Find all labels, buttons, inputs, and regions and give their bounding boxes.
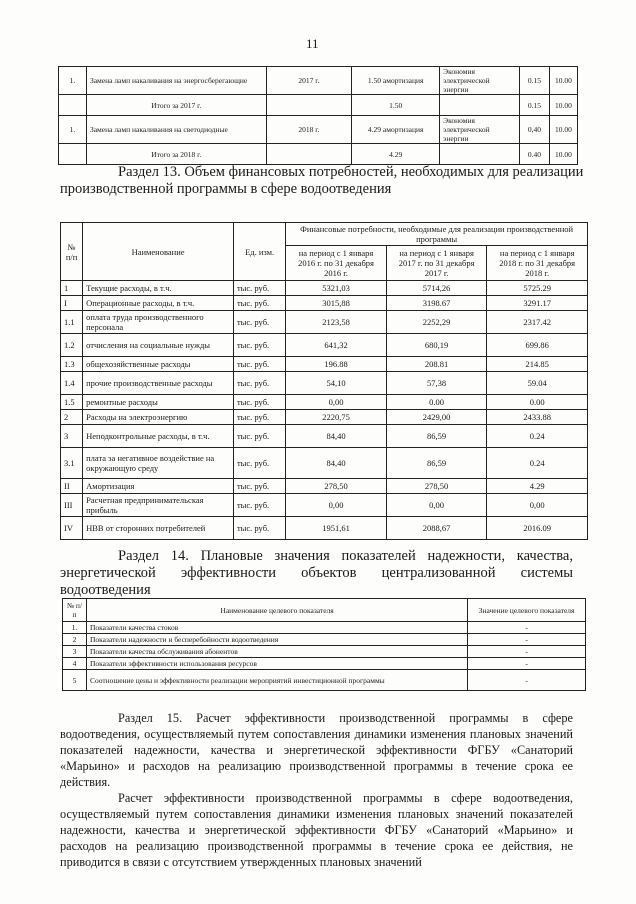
row-num: 1.1 bbox=[61, 311, 83, 334]
row-source: Экономия электрической энергии bbox=[440, 116, 520, 144]
row-v2: 5714,26 bbox=[386, 281, 487, 296]
section15-paragraph-2: Расчет эффективности производственной программы в сфере водоотведения, осуществляемый путем сопоставления динамики изменения плановых значений показателей надежности, качества и энергетической эффективности ФГБУ «Санаторий «Марьино» и расходов на реализацию производственной программы в течение срока ее действия, не приводится в связи с отсутствием утвержденных плановых значений bbox=[60, 791, 573, 869]
section14-title-line1: Раздел 14. Плановые значения показателей надежности, качества, bbox=[118, 548, 573, 564]
row-b: 10.00 bbox=[549, 116, 577, 144]
row-name: прочие производственные расходы bbox=[83, 372, 234, 395]
row-unit: тыс. руб. bbox=[233, 281, 285, 296]
row-source: Экономия электрической энергии bbox=[440, 67, 520, 95]
row-num: III bbox=[61, 494, 83, 517]
col-group-header: Финансовые потребности, необходимые для реализации производственной программы bbox=[286, 223, 588, 246]
row-unit: тыс. руб. bbox=[233, 494, 285, 517]
table-row bbox=[59, 144, 578, 165]
row-v3: 59.04 bbox=[487, 372, 588, 395]
row-num: 1. bbox=[63, 622, 87, 634]
row-name: Замена ламп накаливания на энергосберегающие bbox=[86, 67, 266, 95]
row-a: 0.40 bbox=[520, 144, 550, 165]
row-unit: тыс. руб. bbox=[233, 410, 285, 425]
row-name: Показатели эффективности использования ресурсов bbox=[86, 658, 467, 670]
table-row bbox=[61, 311, 588, 334]
col-p2-header: на период с 1 января 2017 г. по 31 декабря 2017 г. bbox=[386, 246, 487, 281]
page-number: 11 bbox=[306, 36, 319, 51]
row-v3: 0,00 bbox=[487, 494, 588, 517]
row-v2: 2429,00 bbox=[386, 410, 487, 425]
row-unit: тыс. руб. bbox=[233, 448, 285, 479]
table-row bbox=[63, 658, 586, 670]
row-value: - bbox=[468, 658, 586, 670]
row-unit: тыс. руб. bbox=[233, 425, 285, 448]
row-v3: 4.29 bbox=[487, 479, 588, 494]
row-v2: 57,38 bbox=[386, 372, 487, 395]
col-p3-header: на период с 1 января 2018 г. по 31 декабря 2018 г. bbox=[487, 246, 588, 281]
row-num: 1. bbox=[59, 67, 87, 95]
row-v1: 278,50 bbox=[286, 479, 387, 494]
row-source bbox=[440, 144, 520, 165]
row-value: 1.50 амортизация bbox=[352, 67, 440, 95]
row-v1: 5321,03 bbox=[286, 281, 387, 296]
row-v3: 214.85 bbox=[487, 357, 588, 372]
finance-table bbox=[60, 222, 588, 540]
row-unit: тыс. руб. bbox=[233, 311, 285, 334]
row-num: II bbox=[61, 479, 83, 494]
row-num: IV bbox=[61, 517, 83, 540]
row-v2: 2252,29 bbox=[386, 311, 487, 334]
table-row bbox=[63, 646, 586, 658]
row-name: Показатели качества обслуживания абонентов bbox=[86, 646, 467, 658]
indicators-table bbox=[62, 598, 586, 691]
row-v2: 2088,67 bbox=[386, 517, 487, 540]
row-v1: 2220,75 bbox=[286, 410, 387, 425]
row-v2: 278,50 bbox=[386, 479, 487, 494]
row-num: 3 bbox=[63, 646, 87, 658]
table-row bbox=[59, 116, 578, 144]
row-name: плата за негативное воздействие на окружающую среду bbox=[83, 448, 234, 479]
col-name-header: Наименование bbox=[83, 223, 234, 281]
row-name: Соотношение цены и эффективности реализации мероприятий инвестиционной программы bbox=[86, 670, 467, 691]
row-name: Неподконтрольные расходы, в т.ч. bbox=[83, 425, 234, 448]
row-name: отчисления на социальные нужды bbox=[83, 334, 234, 357]
row-v2: 680,19 bbox=[386, 334, 487, 357]
row-b: 10.00 bbox=[549, 67, 577, 95]
row-year bbox=[266, 95, 352, 116]
row-v1: 84,40 bbox=[286, 425, 387, 448]
row-v2: 0.00 bbox=[386, 395, 487, 410]
row-num: 3.1 bbox=[61, 448, 83, 479]
row-num: 1.3 bbox=[61, 357, 83, 372]
row-v3: 5725.29 bbox=[487, 281, 588, 296]
col-p1-header: на период с 1 января 2016 г. по 31 декабря 2016 г. bbox=[286, 246, 387, 281]
row-name: Расчетная предпринимательская прибыль bbox=[83, 494, 234, 517]
row-v3: 699.86 bbox=[487, 334, 588, 357]
row-v2: 208.81 bbox=[386, 357, 487, 372]
section14-title-line3: водоотведения bbox=[60, 582, 151, 598]
row-value: 4.29 bbox=[352, 144, 440, 165]
ind-value-header: Значение целевого показателя bbox=[468, 599, 586, 622]
row-value: - bbox=[468, 634, 586, 646]
row-unit: тыс. руб. bbox=[233, 372, 285, 395]
col-num-header: № п/п bbox=[61, 223, 83, 281]
table-row bbox=[61, 357, 588, 372]
row-v1: 3015,88 bbox=[286, 296, 387, 311]
row-v1: 0,00 bbox=[286, 395, 387, 410]
table-row bbox=[63, 670, 586, 691]
row-num: 2 bbox=[61, 410, 83, 425]
row-unit: тыс. руб. bbox=[233, 357, 285, 372]
row-v2: 86,59 bbox=[386, 448, 487, 479]
row-v3: 2016.09 bbox=[487, 517, 588, 540]
row-unit: тыс. руб. bbox=[233, 296, 285, 311]
row-year: 2018 г. bbox=[266, 116, 352, 144]
table-row bbox=[63, 622, 586, 634]
row-num: 4 bbox=[63, 658, 87, 670]
table-row bbox=[63, 634, 586, 646]
row-v3: 0.00 bbox=[487, 395, 588, 410]
row-a: 0.15 bbox=[520, 67, 550, 95]
row-unit: тыс. руб. bbox=[233, 334, 285, 357]
ind-name-header: Наименование целевого показателя bbox=[86, 599, 467, 622]
row-v1: 641,32 bbox=[286, 334, 387, 357]
row-source bbox=[440, 95, 520, 116]
row-v3: 0.24 bbox=[487, 448, 588, 479]
row-name: Показатели качества стоков bbox=[86, 622, 467, 634]
row-name: НВВ от сторонних потребителей bbox=[83, 517, 234, 540]
row-name: Расходы на электроэнергию bbox=[83, 410, 234, 425]
row-v1: 1951,61 bbox=[286, 517, 387, 540]
table-row bbox=[61, 395, 588, 410]
row-num: 2 bbox=[63, 634, 87, 646]
section15-paragraph: Раздел 15. Расчет эффективности производственной программы в сфере водоотведения, осуществляемый путем сопоставления динамики изменения плановых значений показателей надежности, качества и энергетической эффективности ФГБУ «Санаторий «Марьино» и расходов на реализацию производственной программы в течение срока ее действия. bbox=[60, 711, 573, 789]
row-b: 10.00 bbox=[549, 144, 577, 165]
row-v1: 84,40 bbox=[286, 448, 387, 479]
row-v1: 2123,58 bbox=[286, 311, 387, 334]
table-row bbox=[59, 95, 578, 116]
row-year bbox=[266, 144, 352, 165]
table-row bbox=[61, 425, 588, 448]
row-name: Амортизация bbox=[83, 479, 234, 494]
row-num bbox=[59, 144, 87, 165]
row-v3: 0.24 bbox=[487, 425, 588, 448]
section13-title-line2: производственной программы в сфере водоотведения bbox=[60, 181, 392, 197]
row-a: 0,40 bbox=[520, 116, 550, 144]
table-row bbox=[59, 67, 578, 95]
table-row bbox=[61, 410, 588, 425]
row-year: 2017 г. bbox=[266, 67, 352, 95]
col-unit-header: Ед. изм. bbox=[233, 223, 285, 281]
row-v1: 54,10 bbox=[286, 372, 387, 395]
row-num: 1.2 bbox=[61, 334, 83, 357]
row-a: 0.15 bbox=[520, 95, 550, 116]
row-num: 3 bbox=[61, 425, 83, 448]
row-value: - bbox=[468, 622, 586, 634]
row-unit: тыс. руб. bbox=[233, 517, 285, 540]
row-v1: 0,00 bbox=[286, 494, 387, 517]
measures-table bbox=[58, 66, 578, 165]
row-value: 1.50 bbox=[352, 95, 440, 116]
table-row bbox=[61, 372, 588, 395]
table-row bbox=[61, 479, 588, 494]
section13-title-line1: Раздел 13. Объем финансовых потребностей, необходимых для реализации bbox=[118, 164, 584, 180]
row-num: 1.4 bbox=[61, 372, 83, 395]
table-row bbox=[61, 281, 588, 296]
table-row bbox=[61, 334, 588, 357]
row-v3: 3291.17 bbox=[487, 296, 588, 311]
row-name: Показатели надежности и бесперебойности водоотведения bbox=[86, 634, 467, 646]
row-num bbox=[59, 95, 87, 116]
row-unit: тыс. руб. bbox=[233, 395, 285, 410]
row-name: Итого за 2017 г. bbox=[86, 95, 266, 116]
row-name: оплата труда производственного персонала bbox=[83, 311, 234, 334]
table-row bbox=[61, 296, 588, 311]
row-value: 4.29 амортизация bbox=[352, 116, 440, 144]
row-name: Итого за 2018 г. bbox=[86, 144, 266, 165]
row-v2: 0,00 bbox=[386, 494, 487, 517]
row-v2: 3198.67 bbox=[386, 296, 487, 311]
row-b: 10.00 bbox=[549, 95, 577, 116]
row-num: 1 bbox=[61, 281, 83, 296]
row-num: 1. bbox=[59, 116, 87, 144]
row-name: Замена ламп накаливания на светодиодные bbox=[86, 116, 266, 144]
row-value: - bbox=[468, 646, 586, 658]
row-num: 1.5 bbox=[61, 395, 83, 410]
row-num: 5 bbox=[63, 670, 87, 691]
table-row bbox=[61, 494, 588, 517]
row-num: I bbox=[61, 296, 83, 311]
row-v2: 86,59 bbox=[386, 425, 487, 448]
row-name: общехозяйственные расходы bbox=[83, 357, 234, 372]
row-unit: тыс. руб. bbox=[233, 479, 285, 494]
table-row bbox=[61, 517, 588, 540]
row-value: - bbox=[468, 670, 586, 691]
row-v3: 2433.88 bbox=[487, 410, 588, 425]
table-row bbox=[61, 448, 588, 479]
row-name: ремонтные расходы bbox=[83, 395, 234, 410]
section14-title-line2: энергетической эффективности объектов централизованной системы bbox=[60, 565, 573, 581]
ind-num-header: № п/п bbox=[63, 599, 87, 622]
row-v1: 196.88 bbox=[286, 357, 387, 372]
row-v3: 2317.42 bbox=[487, 311, 588, 334]
row-name: Операционные расходы, в т.ч. bbox=[83, 296, 234, 311]
row-name: Текущие расходы, в т.ч. bbox=[83, 281, 234, 296]
